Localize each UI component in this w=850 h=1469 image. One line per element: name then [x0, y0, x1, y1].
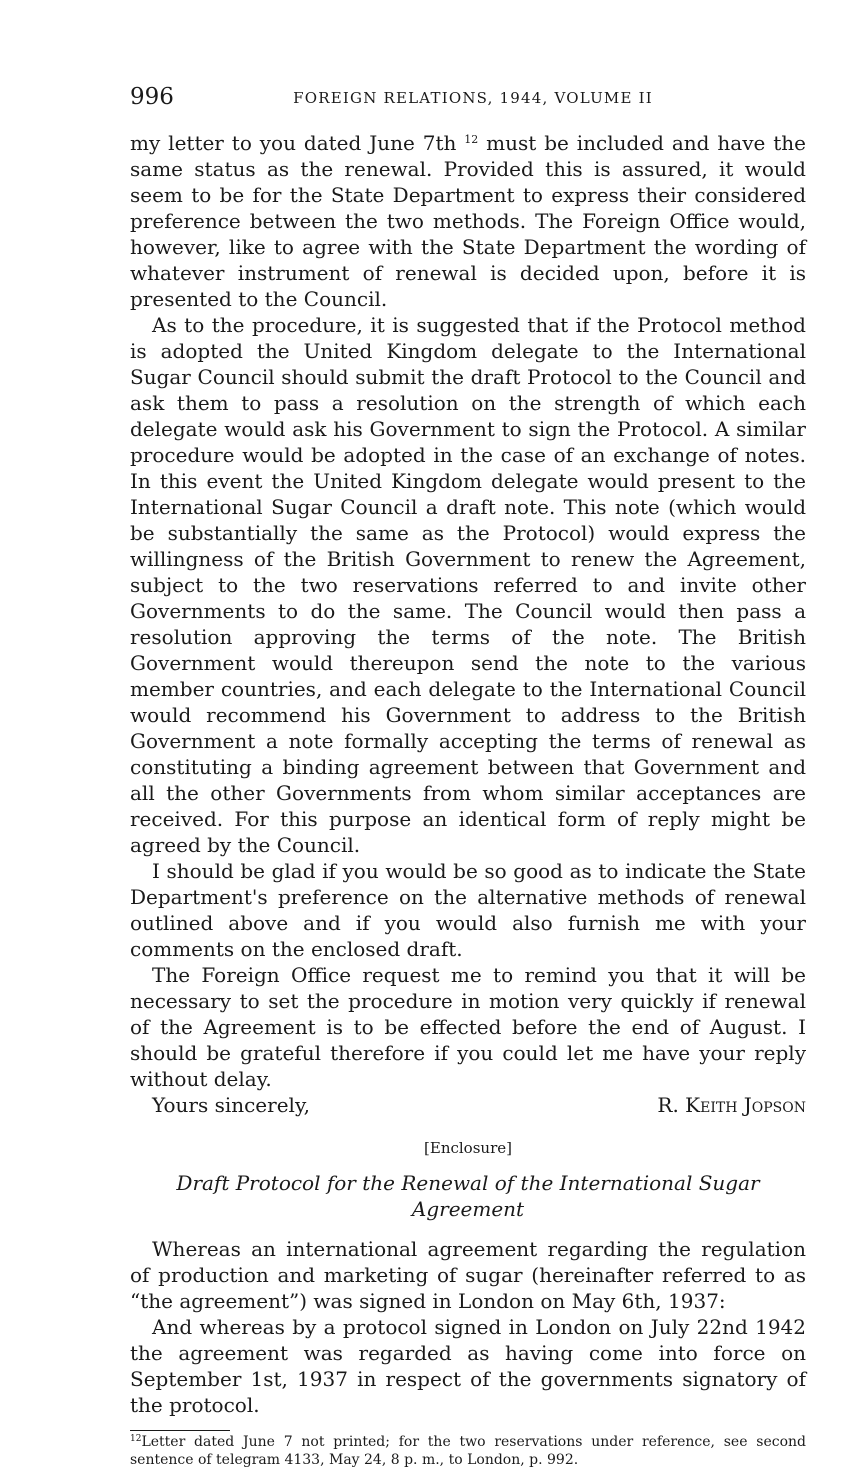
letter-paragraph-2: As to the procedure, it is suggested that if the Protocol method is adopted the United Kingdom delegate to the International Sugar Council should submit the draft Protocol to the Council and ask them to pass a resolution on the strength of which each delegate would ask his Government to sign the Protocol. A similar procedure would be adopted in the case of an exchange of notes. In this event the United Kingdom delegate would present to the International Sugar Council a draft note. This note (which would be substantially the same as the Protocol) would express the willingness of the British Government to renew the Agreement, subject to the two reservations referred to and invite other Governments to do the same. The Council would then pass a resolution approving the terms of the note. The British Government would thereupon send the note to the various member countries, and each delegate to the International Council would recommend his Government to address to the British Government a note formally accepting the terms of renewal as constituting a binding agreement between that Government and all the other Governments from whom similar acceptances are received. For this purpose an identical form of reply might be agreed by the Council.: [130, 313, 806, 857]
draft-paragraph-2: And whereas by a protocol signed in London on July 22nd 1942 the agreement was regarded as having come into force on September 1st, 1937 in respect of the governments signatory of the protocol.: [130, 1315, 806, 1417]
footnote-divider: [130, 1430, 230, 1431]
footnote-reference: 12: [464, 133, 479, 146]
document-page: [130, 84, 806, 1469]
running-head: FOREIGN RELATIONS, 1944, VOLUME II: [293, 89, 653, 107]
page-number: 996: [130, 84, 174, 110]
letter-paragraph-1-rest: must be included and have the same status as the renewal. Provided this is assured, it would seem to be for the State Department to express their considered preference between the two methods. The Foreign Office would, however, like to agree with the State Department the wording of whatever instrument of renewal is decided upon, before it is presented to the Council.: [130, 131, 806, 311]
letter-signoff: [130, 1092, 806, 1118]
footnote-text: Letter dated June 7 not printed; for the two reservations under reference, see second sentence of telegram 4133, May 24, 8 p. m., to London, p. 992.: [130, 1434, 806, 1468]
letter-closing: Yours sincerely,: [152, 1093, 310, 1117]
draft-paragraph-1: Whereas an international agreement regarding the regulation of production and marketing of sugar (hereinafter referred to as “the agreement”) was signed in London on May 6th, 1937:: [130, 1237, 806, 1313]
footnote: [130, 1433, 806, 1469]
enclosure-label: [Enclosure]: [424, 1139, 512, 1157]
letter-paragraph-1: [130, 130, 806, 312]
letter-paragraph-1-start: my letter to you dated June 7th: [130, 131, 465, 155]
letter-signature: R. Keith Jopson: [657, 1093, 806, 1117]
letter-paragraph-4: The Foreign Office request me to remind you that it will be necessary to set the procedure in motion very quickly if renewal of the Agreement is to be effected before the end of August. I should be grateful therefore if you could let me have your reply without delay.: [130, 963, 806, 1091]
draft-protocol-body: [130, 1236, 806, 1418]
letter-body: [130, 130, 806, 1118]
footnote-mark: 12: [130, 1434, 142, 1444]
draft-protocol-title: Draft Protocol for the Renewal of the International Sugar Agreement: [176, 1171, 760, 1221]
letter-paragraph-3: I should be glad if you would be so good as to indicate the State Department's preference on the alternative methods of renewal outlined above and if you would also furnish me with your comments on the enclosed draft.: [130, 859, 806, 961]
page-header: [130, 84, 806, 114]
